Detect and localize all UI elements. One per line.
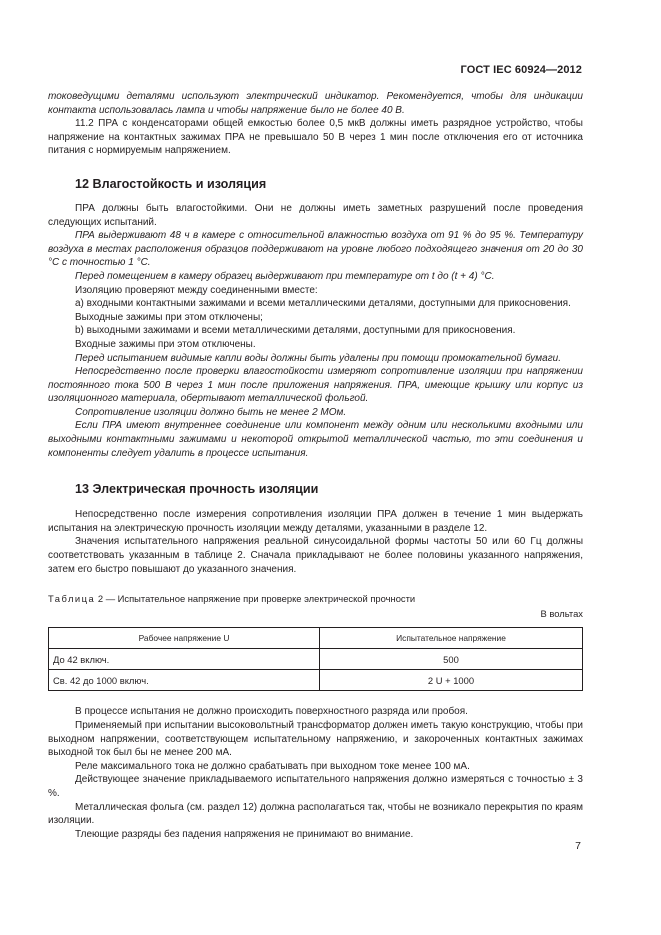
table-unit: В вольтах — [540, 607, 583, 619]
table-row — [49, 670, 583, 691]
page-content — [48, 90, 583, 841]
table-header-cell: Испытательное напряжение — [320, 628, 583, 649]
s12-paragraph: ПРА выдерживают 48 ч в камере с относительной влажностью воздуха от 91 % до 95 %. Температуру воздуха в местах расположения образцов поддерживают на уровне любого подходящего значения от 20 до 30 °С с точностью 1 °С. — [48, 230, 583, 269]
standard-header: ГОСТ IEC 60924—2012 — [460, 64, 582, 76]
s13-paragraph: Применяемый при испытании высоковольтный трансформатор должен иметь такую конструкцию, чтобы при выходном напряжении, соответствующем испытательному напряжению, и закороченных контактных зажимах выходной ток был бы не менее 200 мА. — [48, 720, 583, 759]
table-caption-word: Таблица — [48, 593, 96, 605]
s12-paragraph: ПРА должны быть влагостойкими. Они не должны иметь заметных разрушений после проведения следующих испытаний. — [48, 202, 583, 228]
section-12-title: 12 Влагостойкость и изоляция — [75, 176, 267, 191]
section-13-title: 13 Электрическая прочность изоляции — [75, 482, 319, 497]
table-caption-text: 2 — Испытательное напряжение при проверке электрической прочности — [95, 593, 416, 605]
s13-paragraph: Металлическая фольга (см. раздел 12) должна располагаться так, чтобы не возникало перекрытия по краям изоляции. — [48, 801, 583, 827]
s12-paragraph: Входные зажимы при этом отключены. — [75, 338, 256, 350]
s12-paragraph: Перед помещением в камеру образец выдерживают при температуре от t до (t + 4) °С. — [75, 270, 495, 282]
s13-paragraph: Тлеющие разряды без падения напряжения не принимают во внимание. — [75, 828, 414, 840]
table-cell: До 42 включ. — [49, 649, 320, 670]
s13-paragraph: В процессе испытания не должно происходить поверхностного разряда или пробоя. — [75, 706, 468, 718]
table-cell: Св. 42 до 1000 включ. — [49, 670, 320, 691]
table-caption — [48, 592, 583, 606]
s12-list-item-b: b) выходными зажимами и всеми металлическими деталями, доступными для прикосновения. — [75, 325, 516, 337]
table-row — [49, 649, 583, 670]
s12-paragraph: Выходные зажимы при этом отключены; — [75, 311, 263, 323]
clause-11-2: 11.2 ПРА с конденсаторами общей емкостью более 0,5 мкВ должны иметь разрядное устройство, чтобы напряжение на контактных зажимах ПРА не превышало 50 В через 1 мин после отключения его от источника питания с нормируемым напряжением. — [48, 118, 583, 157]
s13-paragraph: Действующее значение прикладываемого испытательного напряжения должно измеряться с точностью ± 3 %. — [48, 774, 583, 799]
table-header-row — [49, 628, 583, 649]
s12-paragraph: Перед испытанием видимые капли воды должны быть удалены при помощи промокательной бумаги. — [75, 352, 561, 364]
s12-list-item-a: а) входными контактными зажимами и всеми металлическими деталями, доступными для прикосновения. — [75, 298, 571, 310]
table-cell: 2 U + 1000 — [320, 670, 583, 691]
page-number: 7 — [575, 840, 581, 852]
table-header-cell: Рабочее напряжение U — [49, 628, 320, 649]
s13-paragraph: Реле максимального тока не должно срабатывать при выходном токе менее 100 мА. — [75, 760, 470, 772]
s12-paragraph: Изоляцию проверяют между соединенными вместе: — [75, 284, 318, 296]
voltage-table — [48, 627, 583, 691]
s12-paragraph: Сопротивление изоляции должно быть не менее 2 МОм. — [75, 406, 347, 418]
s13-paragraph: Непосредственно после измерения сопротивления изоляции ПРА должен в течение 1 мин выдержать испытания на электрическую прочность изоляции между деталями, указанными в разделе 12. — [48, 509, 583, 534]
table-cell: 500 — [320, 649, 583, 670]
s12-paragraph: Если ПРА имеют внутреннее соединение или компонент между одним или несколькими входными или выходными контактными зажимами и некоторой открытой металлической частью, то эти соединения и компоненты следует удалить в процессе испытания. — [48, 420, 583, 459]
s13-paragraph: Значения испытательного напряжения реальной синусоидальной формы частоты 50 или 60 Гц должны соответствовать указанным в таблице 2. Сначала прикладывают не более половины указанного напряжения, затем его быстро повышают до указанного значения. — [48, 536, 583, 575]
s12-paragraph: Непосредственно после проверки влагостойкости измеряют сопротивление изоляции при напряжении постоянного тока 500 В через 1 мин после приложения напряжения. ПРА, имеющие крышку или корпус из изоляционного материала, обертывают металлической фольгой. — [48, 366, 583, 405]
intro-paragraph-continued: токоведущими деталями используют электрический индикатор. Рекомендуется, чтобы для индикации контакта использовалась лампа и чтобы напряжение было не более 40 В. — [48, 91, 583, 116]
after-table-block — [48, 705, 583, 841]
